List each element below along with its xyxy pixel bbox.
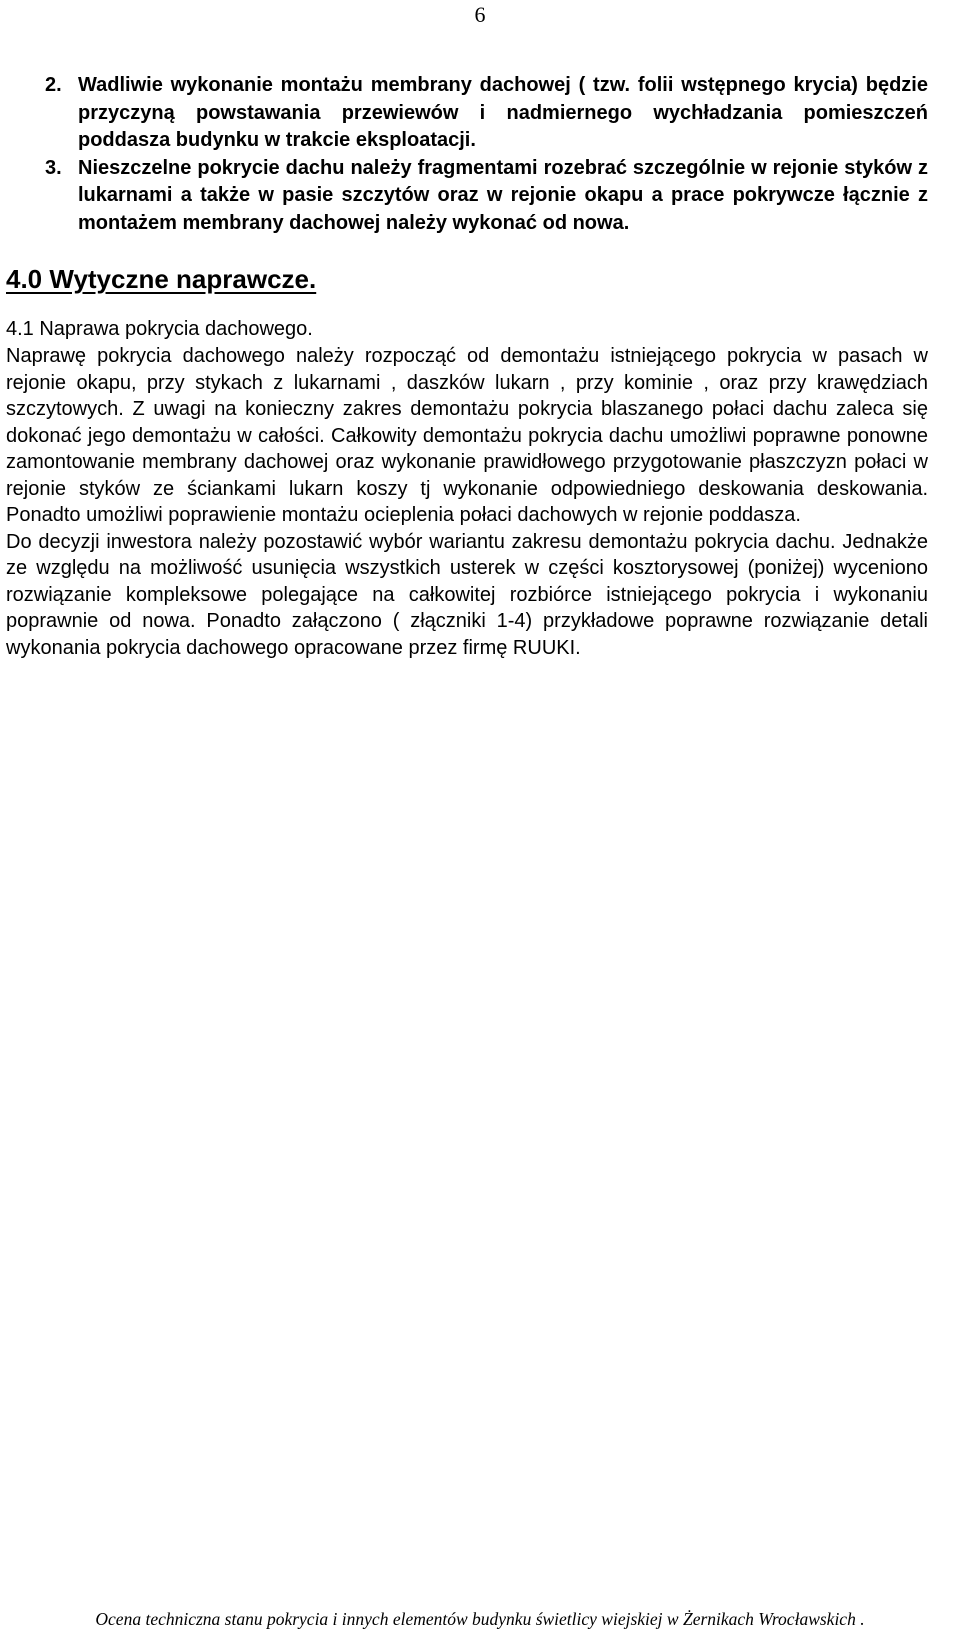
list-item-number: 2. xyxy=(45,74,62,96)
list-item xyxy=(45,155,928,238)
page-number: 6 xyxy=(474,2,486,27)
list-item-text: Nieszczelne pokrycie dachu należy fragmentami rozebrać szczególnie w rejonie styków z lukarnami a także w pasie szczytów oraz w rejonie okapu a prace pokrywcze łącznie z montażem membrany dachowej należy wykonać od nowa. xyxy=(78,156,928,234)
section-heading: 4.0 Wytyczne naprawcze. xyxy=(6,264,317,294)
document-body xyxy=(6,72,928,661)
list-item-text: Wadliwie wykonanie montażu membrany dachowej ( tzw. folii wstępnego krycia) będzie przyczyną powstawania przewiewów i nadmiernego wychładzania pomieszczeń poddasza budynku w trakcie eksploatacji. xyxy=(78,74,928,151)
issues-list xyxy=(6,72,928,237)
body-paragraph: Do decyzji inwestora należy pozostawić wybór wariantu zakresu demontażu pokrycia dachu. Jednakże ze względu na możliwość usunięcia wszystkich usterek w części kosztorysowej (poniżej) wyceniono rozwiązanie kompleksowe polegające na całkowitej rozbiórce istniejącego pokrycia i wykonaniu poprawnie od nowa. Ponadto załączono ( złączniki 1-4) przykładowe poprawne rozwiązanie detali wykonania pokrycia dachowego opracowane przez firmę RUUKI. xyxy=(6,530,928,659)
list-item xyxy=(45,72,928,155)
body-paragraph: Naprawę pokrycia dachowego należy rozpocząć od demontażu istniejącego pokrycia w pasach w rejonie okapu, przy stykach z lukarnami , daszków lukarn , przy kominie , oraz przy krawędziach szczytowych. Z uwagi na konieczny zakres demontażu pokrycia blaszanego połaci dachu zaleca się dokonać jego demontażu w całości. Całkowity demontażu pokrycia dachu umożliwi poprawne ponowne zamontowanie membrany dachowej oraz wykonanie prawidłowego przygotowanie płaszczyzn połaci w rejonie styków ze ściankami lukarn koszy tj wykonanie odpowiedniego deskowania deskowania. Ponadto umożliwi poprawienie montażu ocieplenia połaci dachowych w rejonie poddasza. xyxy=(6,345,928,526)
subsection-heading: 4.1 Naprawa pokrycia dachowego. xyxy=(6,318,313,340)
list-item-number: 3. xyxy=(45,156,62,179)
page-footer: Ocena techniczna stanu pokrycia i innych elementów budynku świetlicy wiejskiej w Żernikach Wrocławskich . xyxy=(95,1609,865,1629)
